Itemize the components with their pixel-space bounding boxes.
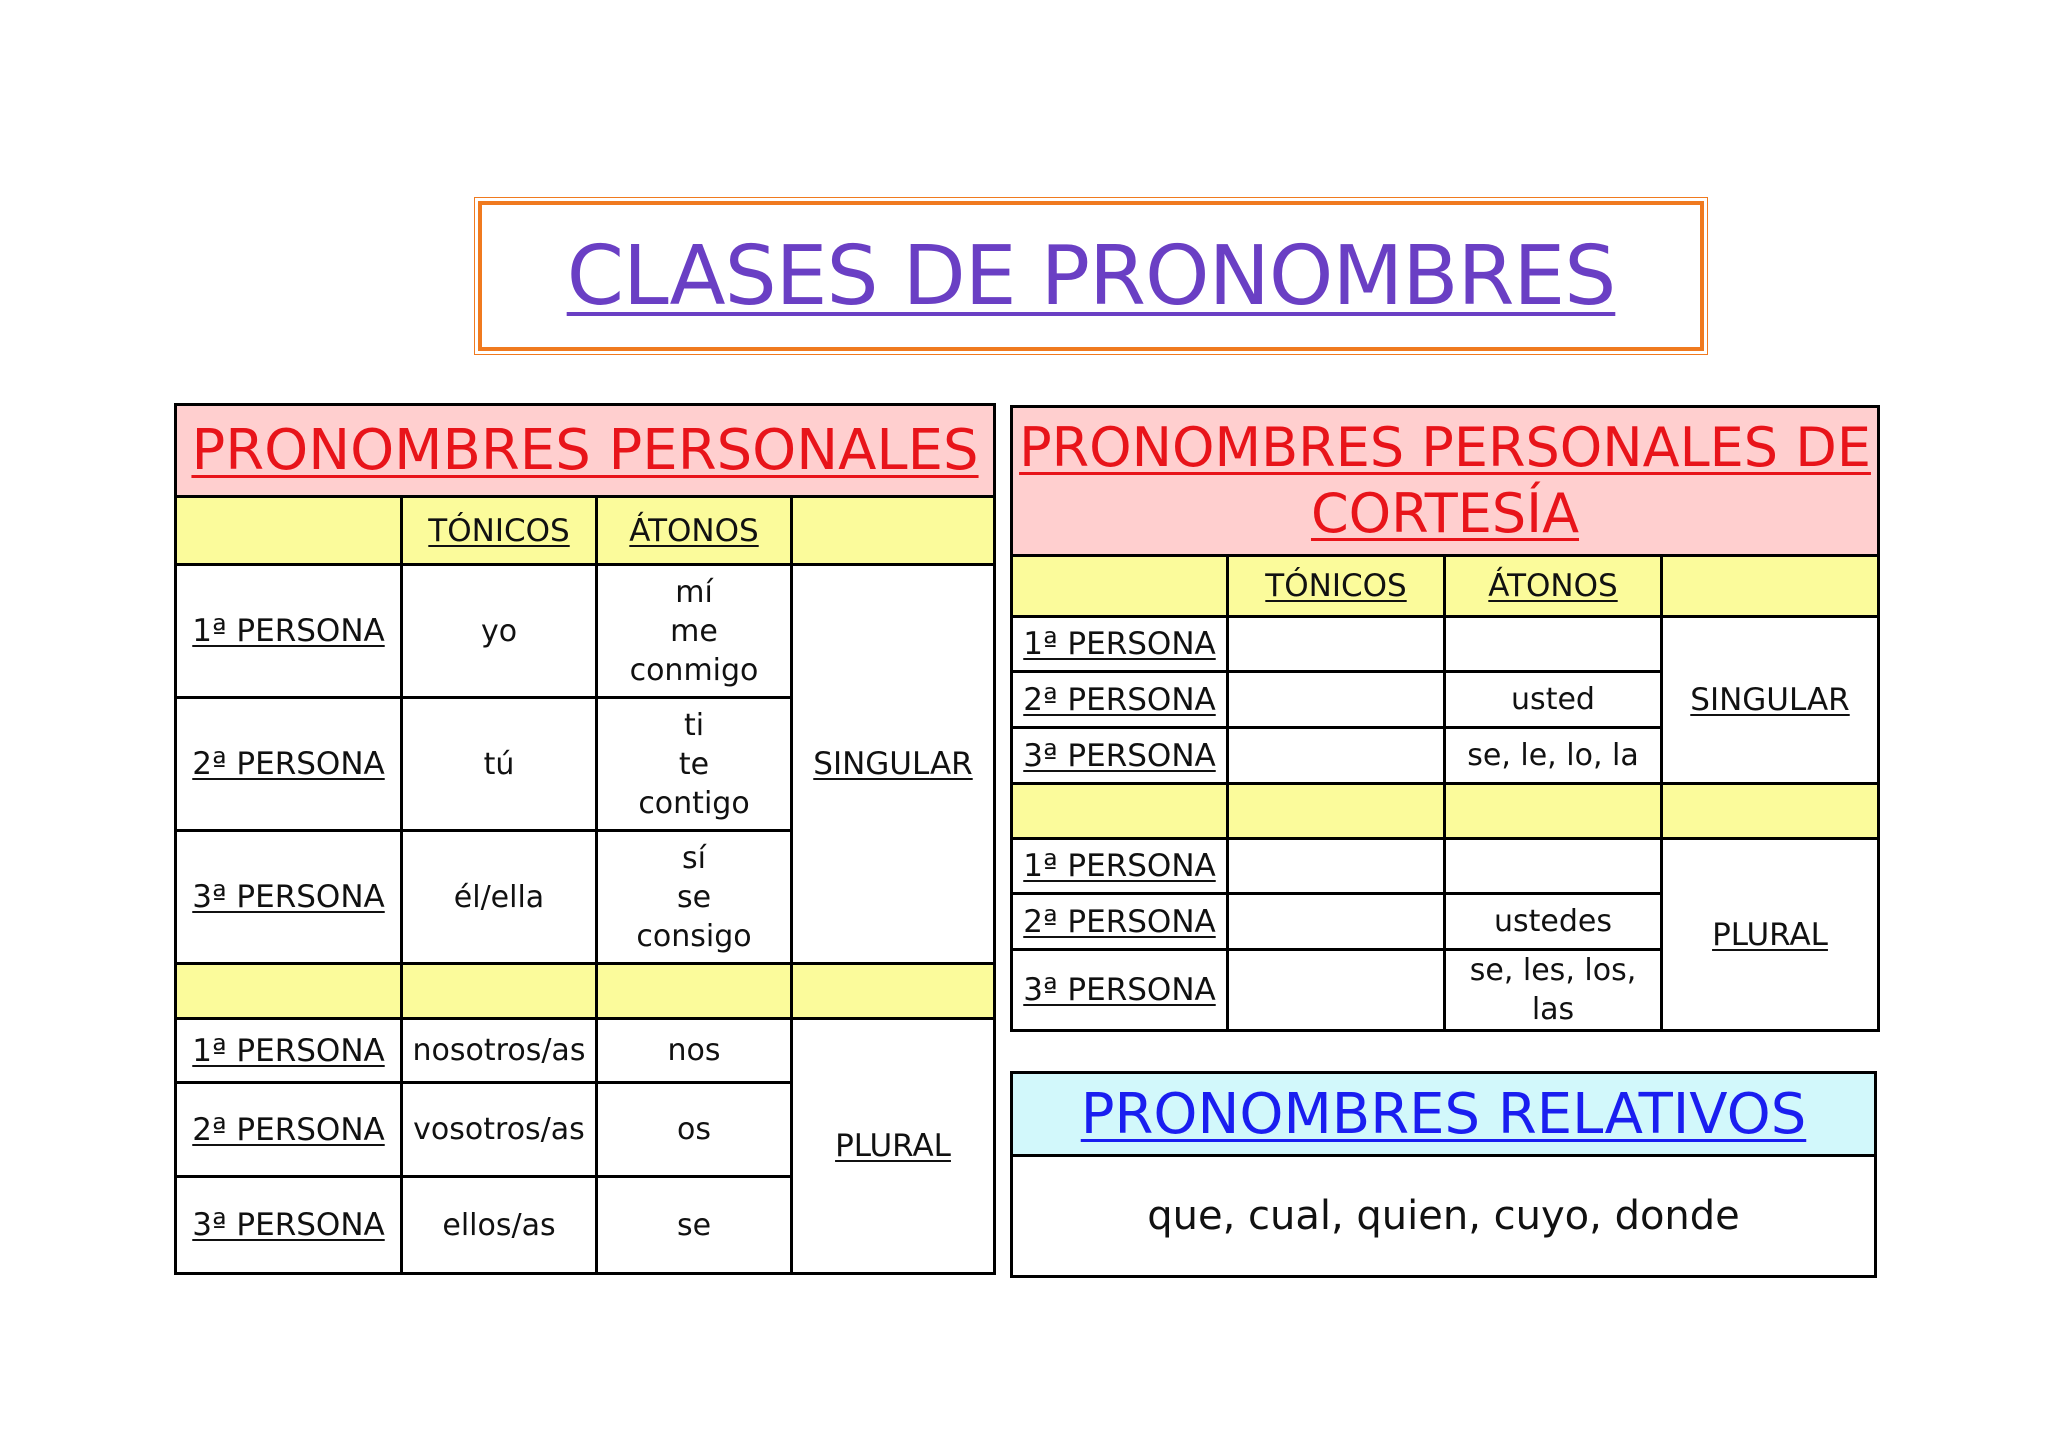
persona-label: 3ª PERSONA [1023,972,1216,1008]
header-empty-cell [176,497,402,565]
atono-cell: se [597,1177,792,1274]
relativos-list: que, cual, quien, cuyo, donde [1012,1156,1876,1277]
atono-cell: se, le, lo, la [1445,728,1662,784]
cortesia-heading-line2: CORTESÍA [1310,482,1580,545]
separator-row [176,964,995,1019]
atono-item: sí [682,840,706,876]
plural-label: PLURAL [835,1128,951,1164]
title-box [478,201,1704,351]
atono-cell: ustedes [1445,894,1662,950]
persona-label: 1ª PERSONA [192,1032,385,1069]
atono-cell [597,831,792,964]
table-row [176,565,995,698]
persona-label: 2ª PERSONA [1023,903,1216,940]
tonico-cell [1228,617,1445,672]
table-row [1012,839,1879,894]
tonico-cell: yo [402,565,597,698]
atono-cell [1445,839,1662,894]
col-tonicos: TÓNICOS [428,512,570,549]
col-atonos: ÁTONOS [1488,568,1618,604]
personales-heading: PRONOMBRES PERSONALES [191,418,979,483]
atono-cell: os [597,1083,792,1177]
relativos-heading-cell [1012,1073,1876,1156]
col-tonicos: TÓNICOS [1265,568,1407,604]
tonico-cell: él/ella [402,831,597,964]
persona-label: 3ª PERSONA [192,1207,385,1243]
cortesia-heading-cell [1012,407,1879,556]
personales-heading-cell [176,405,995,497]
persona-label: 1ª PERSONA [1023,626,1216,662]
atono-item: se [676,879,712,915]
table-row [176,1019,995,1083]
tonico-cell: vosotros/as [402,1083,597,1177]
tonico-cell: nosotros/as [402,1019,597,1083]
plural-label: PLURAL [1712,916,1828,953]
atono-item: contigo [638,785,750,821]
personales-table [174,403,996,1275]
persona-label: 3ª PERSONA [1023,737,1216,774]
persona-label: 2ª PERSONA [192,1111,385,1148]
atono-cell: usted [1445,672,1662,728]
atono-item: consigo [636,918,752,954]
atono-cell: nos [597,1019,792,1083]
atono-cell: se, les, los, las [1445,950,1662,1031]
tonico-cell [1228,950,1445,1031]
atono-item: me [670,613,718,649]
persona-label: 1ª PERSONA [1023,848,1216,884]
separator-row [1012,784,1879,839]
tonico-cell: ellos/as [402,1177,597,1274]
persona-label: 1ª PERSONA [192,613,385,649]
atono-cell [597,565,792,698]
atono-item: conmigo [629,652,759,688]
atono-cell [1445,617,1662,672]
relativos-table [1010,1071,1877,1278]
header-empty-cell [1662,556,1879,617]
atono-item: mí [675,574,713,610]
persona-label: 2ª PERSONA [192,746,385,782]
atono-cell [597,698,792,831]
atono-item: te [678,746,710,782]
cortesia-table [1010,405,1880,1032]
tonico-cell [1228,672,1445,728]
atono-item: ti [683,707,705,743]
relativos-heading: PRONOMBRES RELATIVOS [1080,1081,1807,1147]
header-empty-cell [792,497,995,565]
tonico-cell [1228,728,1445,784]
singular-label: SINGULAR [1690,682,1850,718]
persona-label: 2ª PERSONA [1023,681,1216,718]
tonico-cell [1228,839,1445,894]
persona-label: 3ª PERSONA [192,879,385,915]
tonico-cell: tú [402,698,597,831]
header-empty-cell [1012,556,1228,617]
table-row [1012,617,1879,672]
col-atonos: ÁTONOS [629,512,759,549]
tonico-cell [1228,894,1445,950]
page-title: CLASES DE PRONOMBRES [566,228,1616,324]
singular-label: SINGULAR [813,746,973,782]
cortesia-heading-line1: PRONOMBRES PERSONALES DE [1019,416,1871,479]
